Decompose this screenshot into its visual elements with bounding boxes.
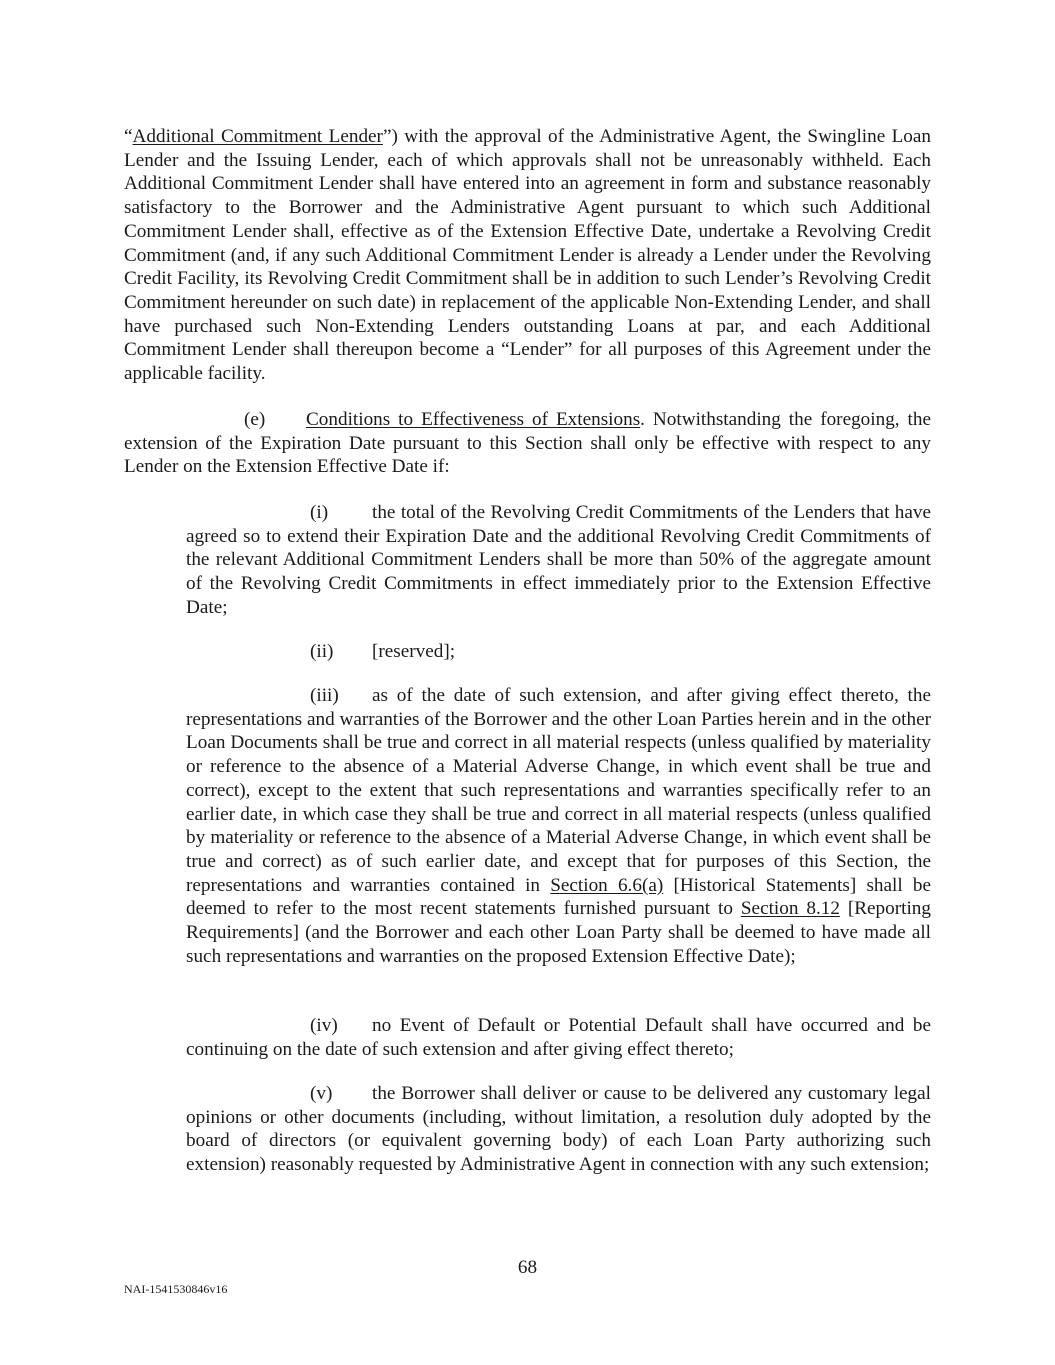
item-label-iii: (iii)	[310, 685, 339, 706]
document-id: NAI-1541530846v16	[124, 1282, 228, 1296]
item-text: the Borrower shall deliver or cause to be delivered any customary legal opinions or other documents (including, without limitation, a resolution duly adopted by the board of directors (or equivalent governing body) of each Loan Party authorizing such extension) reasonably requested by Administrative Agent in connection with any such extension;	[186, 1083, 931, 1176]
item-v	[186, 1082, 931, 1177]
item-label-ii: (ii)	[310, 641, 334, 662]
item-text: [Reporting Requirements] (and the Borrower and each other Loan Party shall be deemed to have made all such representations and warranties on the proposed Extension Effective Date);	[186, 898, 931, 967]
item-text: the total of the Revolving Credit Commitments of the Lenders that have agreed so to extend their Expiration Date and the additional Revolving Credit Commitments of the relevant Additional Commitment Lenders shall be more than 50% of the aggregate amount of the Revolving Credit Commitments in effect immediately prior to the Extension Effective Date;	[186, 502, 931, 618]
defined-term: Additional Commitment Lender	[132, 126, 383, 147]
item-text: [reserved];	[372, 641, 456, 662]
item-iii	[186, 684, 931, 968]
item-label-iv: (iv)	[310, 1015, 338, 1036]
paragraph-additional-commitment-lender	[124, 125, 931, 386]
item-label-e: (e)	[244, 409, 266, 430]
item-text: [Historical Statements] shall be deemed to refer to the most recent statements furnished pursuant to	[186, 874, 931, 920]
item-iv	[186, 1014, 931, 1061]
item-label-v: (v)	[310, 1083, 333, 1104]
paragraph-text: ”) with the approval of the Administrative Agent, the Swingline Loan Lender and the Issuing Lender, each of which approvals shall not be unreasonably withheld. Each Additional Commitment Lender shall have entered into an agreement in form and substance reasonably satisfactory to the Borrower and the Administrative Agent pursuant to which such Additional Commitment Lender shall, effective as of the Extension Effective Date, undertake a Revolving Credit Commitment (and, if any such Additional Commitment Lender is already a Lender under the Revolving Credit Facility, its Revolving Credit Commitment shall be in addition to such Lender’s Revolving Credit Commitment hereunder on such date) in replacement of the applicable Non-Extending Lender, and shall have purchased such Non-Extending Lenders outstanding Loans at par, and each Additional Commitment Lender shall thereupon become a “Lender” for all purposes of this Agreement under the applicable facility.	[124, 126, 932, 385]
page-number: 68	[517, 1257, 538, 1278]
item-text: no Event of Default or Potential Default shall have occurred and be continuing on the date of such extension and after giving effect thereto;	[186, 1015, 931, 1060]
item-text: as of the date of such extension, and after giving effect thereto, the representations and warranties of the Borrower and the other Loan Parties herein and in the other Loan Documents shall be true and correct in all material respects (unless qualified by materiality or reference to the absence of a Material Adverse Change, in which event shall be true and correct), except to the extent that such representations and warranties specifically refer to an earlier date, in which case they shall be true and correct in all material respects (unless qualified by materiality or reference to the absence of a Material Adverse Change, in which event shall be true and correct) as of such earlier date, and except that for purposes of this Section, the representations and warranties contained in	[186, 685, 931, 896]
paragraph-e	[124, 408, 931, 479]
item-i	[186, 501, 931, 620]
item-ii	[186, 640, 931, 664]
section-reference-8-12: Section 8.12	[740, 898, 840, 920]
item-label-i: (i)	[310, 502, 329, 523]
open-quote: “	[124, 126, 133, 147]
section-heading: Conditions to Effectiveness of Extensions	[306, 409, 641, 430]
section-reference-6-6a: Section 6.6(a)	[550, 874, 664, 896]
paragraph-text: . Notwithstanding the foregoing, the extension of the Expiration Date pursuant to this Section shall only be effective with respect to any Lender on the Extension Effective Date if:	[124, 409, 931, 478]
